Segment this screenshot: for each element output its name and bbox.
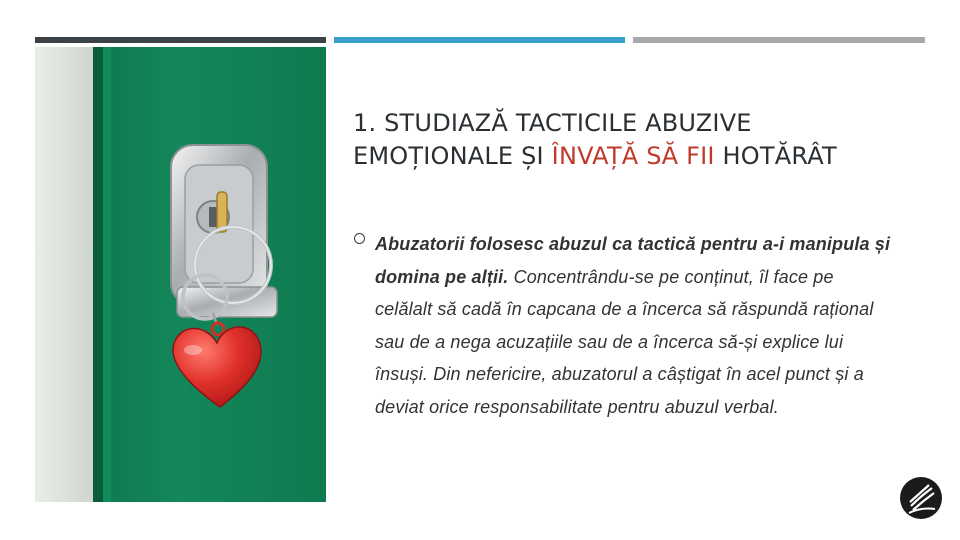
hollow-circle-bullet-icon	[354, 233, 365, 244]
header-bar-gray	[633, 37, 925, 43]
header-bar-blue	[334, 37, 625, 43]
adventist-flame-logo-icon	[899, 476, 943, 520]
slide-title	[353, 107, 913, 173]
slide-title-highlight: ÎNVAȚĂ SĂ FII	[551, 142, 715, 170]
bullet-text	[375, 228, 894, 423]
bullet-body-text: Concentrându-se pe conținut, îl face pe celălalt să cadă în capcana de a încerca să răspundă rațional sau de a nega acuzațiile sau de a încerca să-și explice lui însuși. Din nefericire, abuzatorul a câștigat în acel punct și a deviat orice responsabilitate pentru abuzul verbal.	[375, 266, 874, 417]
header-bar-dark	[35, 37, 326, 43]
slide-title-text: 1. STUDIAZĂ TACTICILE ABUZIVE EMOȚIONALE ȘI	[353, 109, 752, 170]
door-key-heart-photo	[35, 47, 326, 502]
bullet-item	[354, 228, 894, 423]
slide-title-text-end: HOTĂRÂT	[714, 142, 837, 170]
bullet-bold-text: Abuzatorii folosesc abuzul ca tactică pentru a-i manipula și domina pe alții.	[375, 234, 891, 287]
